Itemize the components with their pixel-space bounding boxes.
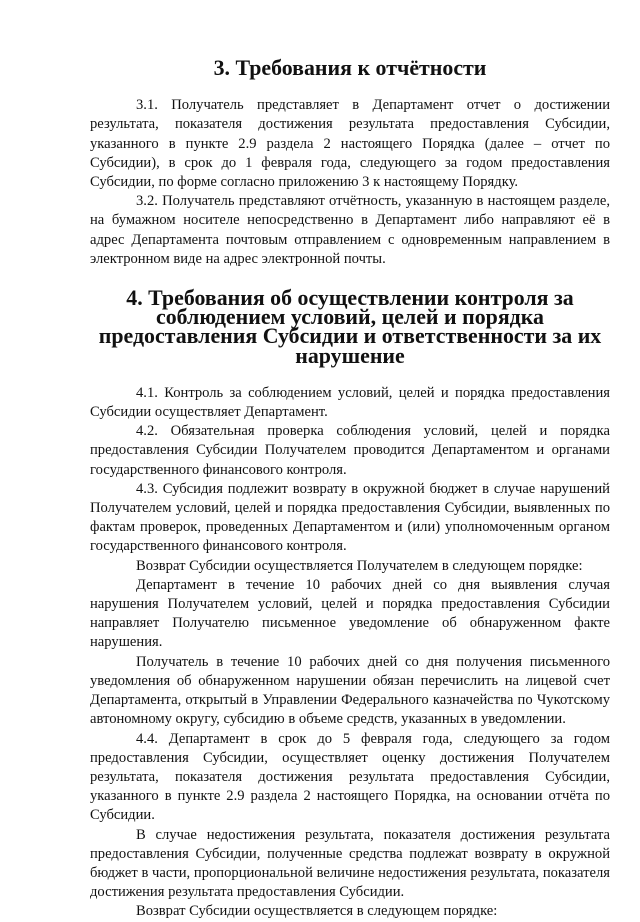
paragraph-3-2: 3.2. Получатель представляют отчётность, указанную в настоящем разделе, на бумажном носителе непосредственно в Департамент либо направляют её в адрес Департамента почтовым отправлением с одновременным направлением в электронном виде на адрес электронной почты. — [90, 193, 610, 267]
paragraph-non-achievement: В случае недостижения результата, показателя достижения результата предоставления Субсидии, полученные средства подлежат возврату в окружной бюджет в части, пропорциональной величине недостижения результата, показателя достижения результата предоставления Субсидии. — [90, 826, 610, 901]
paragraph-return-order-2: Возврат Субсидии осуществляется в следующем порядке: — [136, 903, 498, 920]
paragraph-4-2: 4.2. Обязательная проверка соблюдения условий, целей и порядка предоставления Субсидии Получателем проводится Департаментом и органами государственного финансового контроля. — [90, 423, 610, 478]
paragraph-4-1: 4.1. Контроль за соблюдением условий, целей и порядка предоставления Субсидии осуществляет Департамент. — [90, 384, 610, 421]
paragraph-4-3: 4.3. Субсидия подлежит возврату в окружной бюджет в случае нарушений Получателем условий, целей и порядка предоставления Субсидии, выявленных по фактам проверок, проведенных Департаментом и (или) уполномоченным органом государственного финансового контроля. — [90, 480, 610, 555]
paragraph-3-1: 3.1. Получатель представляет в Департамент отчет о достижении результата, показателя достижения результата предоставления Субсидии, указанного в пункте 2.9 раздела 2 настоящего Порядка (далее – отчет по Субсидии), в срок до 1 февраля года, следующего за годом предоставления Субсидии, по форме согласно приложению 3 к настоящему Порядку. — [90, 97, 610, 191]
paragraph-recipient-transfer: Получатель в течение 10 рабочих дней со дня получения письменного уведомления об обнаруженном нарушении обязан перечислить на лицевой счет Департамента, открытый в Управлении Федерального казначейства по Чукотскому автономному округу, субсидию в объеме средств, указанных в уведомлении. — [90, 653, 610, 728]
section-4-heading: 4. Требования об осуществлении контроля за соблюдением условий, целей и порядка предоставления Субсидии и ответственности за их нарушение — [98, 285, 602, 368]
paragraph-return-order: Возврат Субсидии осуществляется Получателем в следующем порядке: — [136, 557, 583, 574]
section-3-heading: 3. Требования к отчётности — [213, 55, 487, 80]
paragraph-department-notice: Департамент в течение 10 рабочих дней со дня выявления случая нарушения Получателем условий, целей и порядка предоставления Субсидии направляет Получателю письменное уведомление об обнаруженном факте нарушения. — [90, 576, 610, 651]
paragraph-4-4: 4.4. Департамент в срок до 5 февраля года, следующего за годом предоставления Субсидии, осуществляет оценку достижения Получателем результата, показателя достижения результата предоставления Субсидии, указанного в пункте 2.9 раздела 2 настоящего Порядка, на основании отчёта по Субсидии. — [90, 730, 610, 824]
